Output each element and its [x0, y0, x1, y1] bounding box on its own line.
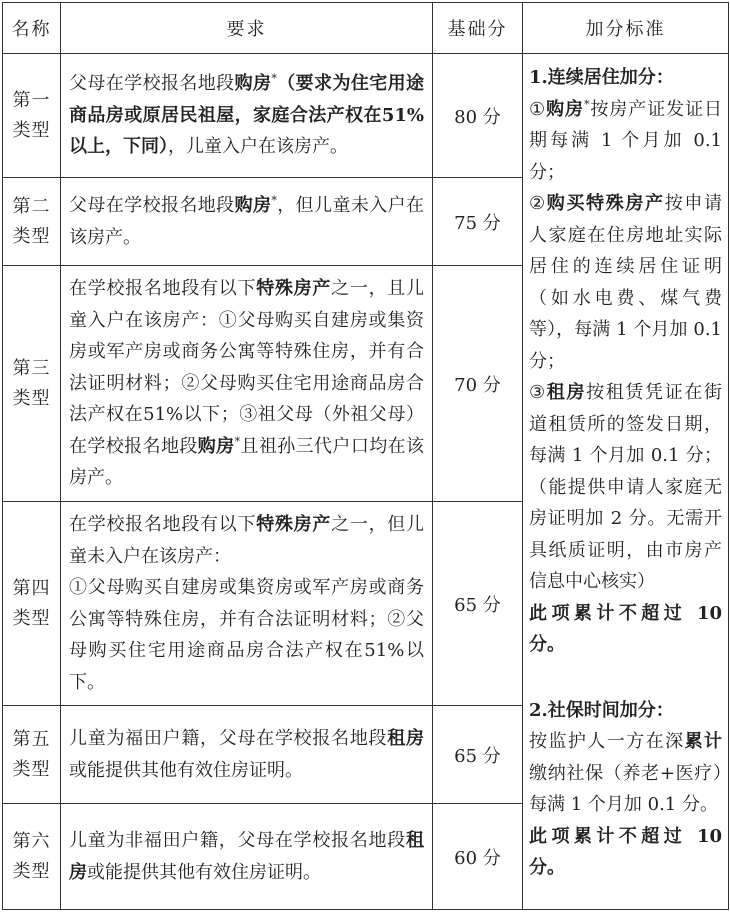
header-requirement: 要求 [61, 3, 433, 54]
item-marker: ③ [529, 382, 547, 403]
type-label: 第六 [12, 830, 51, 852]
score-cell: 80 分 [433, 54, 523, 178]
header-base-score: 基础分 [433, 3, 523, 54]
score-cell: 65 分 [433, 502, 523, 706]
bonus-text: 按监护人一方在深 [529, 731, 685, 752]
bonus-cap-note: 此项累计不超过 10 分。 [529, 825, 722, 878]
bonus-item [529, 94, 722, 189]
bonus-item [529, 188, 722, 377]
header-row [3, 3, 729, 54]
type-cell [3, 266, 61, 502]
score-cell: 70 分 [433, 266, 523, 502]
req-text: 父母在学校报名地段 [69, 73, 235, 95]
type-cell [3, 502, 61, 706]
type-label: 类型 [12, 758, 51, 780]
type-label: 第三 [12, 357, 51, 379]
bonus-text: 按申请人家庭在住房地址实际居住的连续居住证明（如水电费、煤气费等），每满 1 个月加 0.1 分； [529, 193, 723, 372]
req-text: 儿童为非福田户籍，父母在学校报名地段 [69, 830, 406, 851]
req-text: ①父母购买自建房或集资房或军产房或商务公寓等特殊住房，并有合法证明材料；②父母购买住宅用途商品房合法产权在51%以下。 [69, 577, 424, 693]
req-text: ，儿童入户在该房产。 [168, 136, 348, 158]
type-label: 类型 [12, 119, 51, 141]
req-keyword: 购房 [234, 195, 272, 216]
score-cell: 75 分 [433, 178, 523, 266]
req-keyword: 购房 [234, 73, 272, 95]
asterisk-mark: * [271, 72, 277, 86]
bonus-item [529, 377, 722, 598]
housing-criteria-table [2, 2, 729, 910]
bonus-text: 缴纳社保（养老+医疗）每满 1 个月加 0.1 分。 [529, 762, 722, 815]
type-label: 第五 [12, 728, 51, 750]
req-keyword: 特殊房产 [256, 278, 332, 300]
item-marker: ① [529, 98, 547, 120]
requirement-cell [61, 804, 433, 910]
req-text: ，但儿童未入户在该房产。 [69, 195, 425, 248]
type-label: 第一 [12, 89, 51, 111]
type-label: 第四 [12, 577, 51, 599]
header-bonus-criteria: 加分标准 [523, 3, 729, 54]
req-text: 在学校报名地段有以下 [69, 278, 257, 300]
requirement-cell [61, 54, 433, 178]
req-text: 父母在学校报名地段 [69, 195, 235, 216]
type-cell [3, 178, 61, 266]
requirement-cell [61, 706, 433, 804]
req-keyword: 租房 [387, 728, 425, 749]
req-text: 之一，且儿童入户在该房产：①父母购买自建房或集资房或军产房或商务公寓等特殊住房，并有合法证明材料；②父母购买住宅用途商品房合法产权在51%以下；③祖父母（外祖父母）在学校报名地段 [69, 278, 425, 457]
req-text: 或能提供其他有效住房证明。 [87, 861, 321, 883]
req-text: 且祖孙三代户口均在该房产。 [69, 435, 425, 489]
req-keyword: 租房 [69, 830, 424, 883]
bonus-item [529, 726, 722, 821]
bonus-criteria-cell [523, 54, 729, 910]
type-label: 类型 [12, 225, 51, 247]
asterisk-mark: * [271, 194, 277, 207]
requirement-cell [61, 502, 433, 706]
type-cell [3, 54, 61, 178]
header-name: 名称 [3, 3, 61, 54]
asterisk-mark: * [583, 97, 590, 111]
score-cell: 65 分 [433, 706, 523, 804]
bonus-section-title: 2.社保时间加分： [529, 699, 674, 721]
bonus-keyword: 租房 [546, 382, 587, 403]
bonus-keyword: 累计 [684, 731, 723, 752]
type-cell [3, 804, 61, 910]
asterisk-mark: * [234, 434, 241, 448]
type-label: 类型 [12, 607, 51, 629]
item-marker: ② [529, 193, 547, 214]
bonus-section-title: 1.连续居住加分： [529, 67, 674, 88]
bonus-cap-note: 此项累计不超过 10 分。 [529, 602, 722, 655]
score-cell: 60 分 [433, 804, 523, 910]
requirement-cell [61, 266, 433, 502]
type-label: 类型 [12, 860, 51, 882]
req-text: 之一，但儿童未入户在该房产： [69, 514, 425, 567]
bonus-keyword: 购房 [546, 98, 584, 120]
type-label: 第二 [12, 195, 51, 217]
bonus-text: 按租赁凭证在街道租赁所的签发日期，每满 1 个月加 0.1 分；（能提供申请人家庭无房证明加 2 分。无需开具纸质证明，由市房产信息中心核实） [529, 382, 723, 592]
req-keyword: 购房 [197, 435, 235, 457]
section-gap [529, 661, 722, 695]
req-text: 或能提供其他有效住房证明。 [69, 759, 303, 781]
req-text: 儿童为福田户籍，父母在学校报名地段 [69, 728, 388, 749]
type-label: 类型 [12, 387, 51, 409]
bonus-keyword: 购买特殊房产 [546, 193, 665, 214]
type-cell [3, 706, 61, 804]
req-bold-text: （要求为住宅用途商品房或原居民祖屋，家庭合法产权在51%以上，下同） [69, 73, 425, 158]
bonus-text: 按房产证发证日期每满 1 个月加 0.1 分； [529, 98, 723, 183]
req-text: 在学校报名地段有以下 [69, 514, 257, 535]
table-row [3, 54, 729, 178]
req-keyword: 特殊房产 [256, 514, 332, 535]
requirement-cell [61, 178, 433, 266]
